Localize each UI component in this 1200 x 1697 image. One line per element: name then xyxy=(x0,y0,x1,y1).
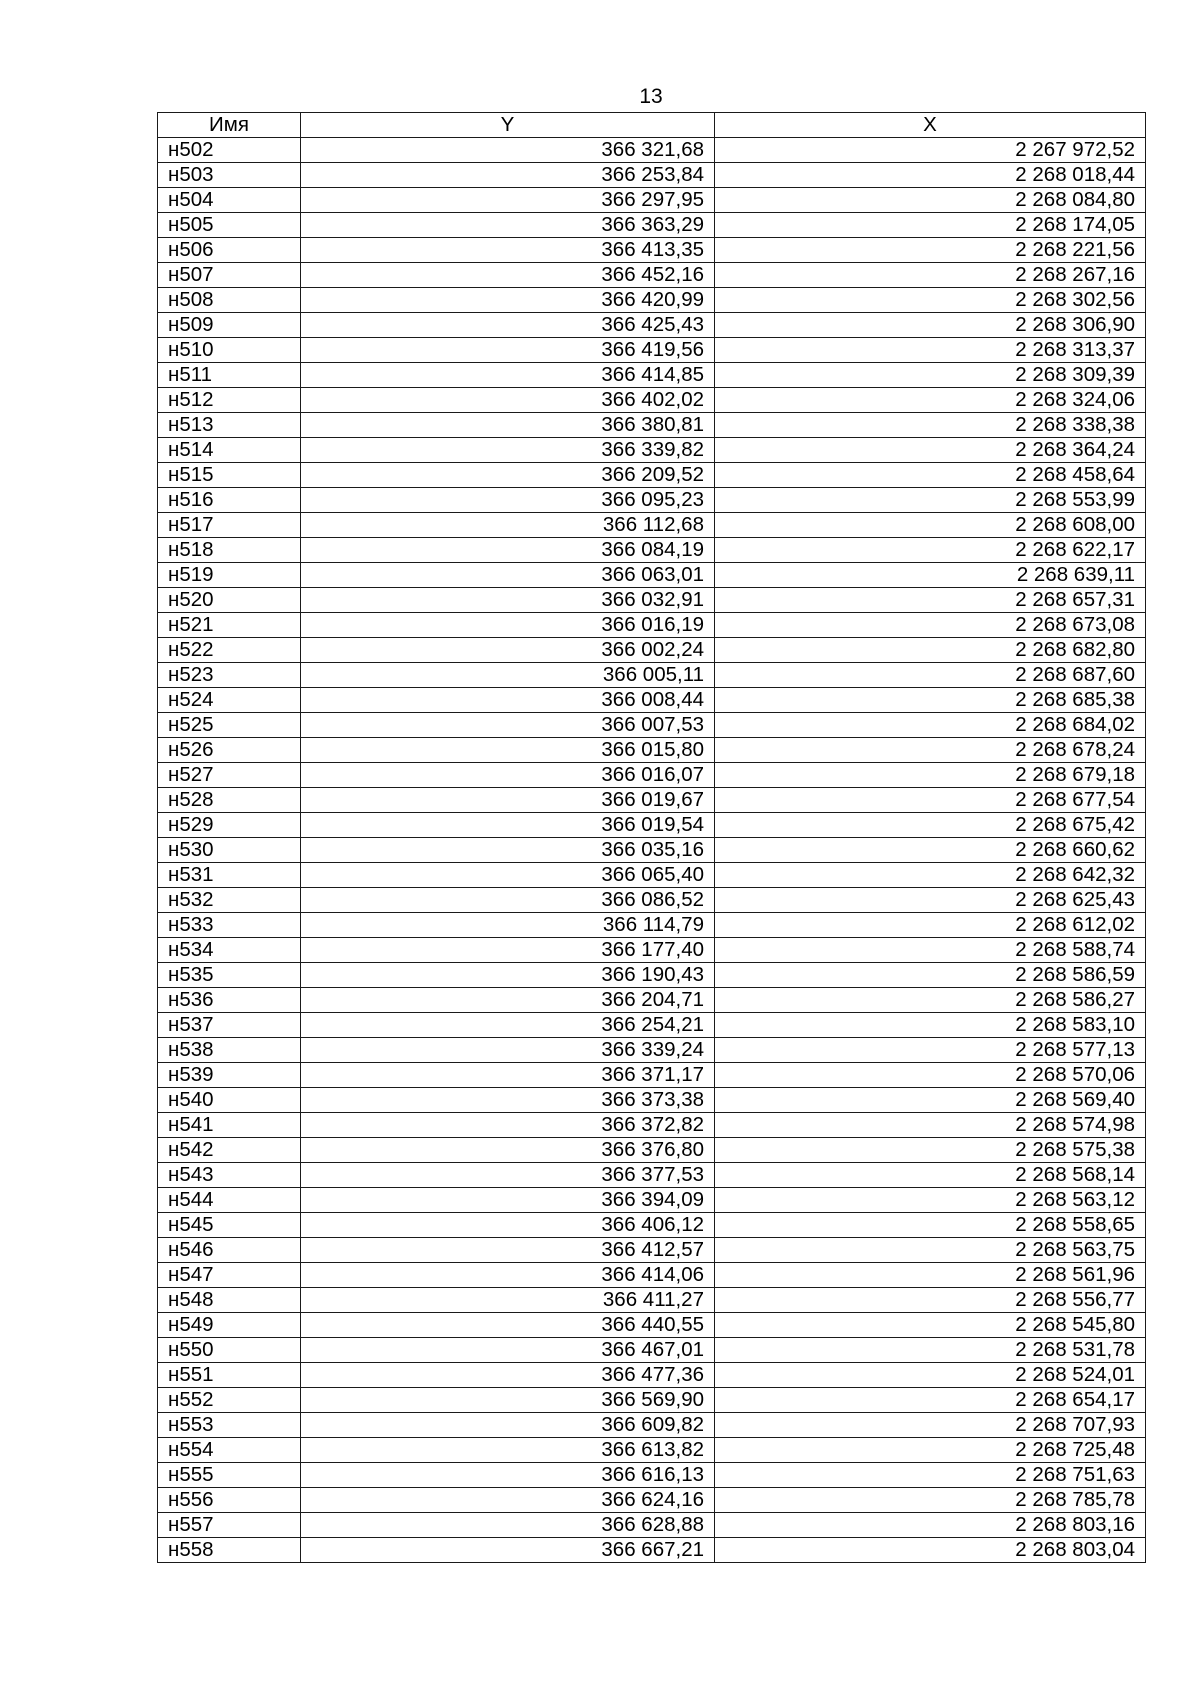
x-coordinate-cell: 2 268 586,27 xyxy=(715,988,1146,1013)
x-coordinate-cell: 2 268 682,80 xyxy=(715,638,1146,663)
point-name-cell: н549 xyxy=(158,1313,301,1338)
y-coordinate-cell: 366 007,53 xyxy=(301,713,715,738)
table-row xyxy=(158,513,1146,538)
table-row xyxy=(158,338,1146,363)
point-name-cell: н542 xyxy=(158,1138,301,1163)
table-header-row xyxy=(158,113,1146,138)
point-name-cell: н535 xyxy=(158,963,301,988)
point-name-cell: н524 xyxy=(158,688,301,713)
x-coordinate-cell: 2 268 324,06 xyxy=(715,388,1146,413)
x-coordinate-cell: 2 268 685,38 xyxy=(715,688,1146,713)
x-coordinate-cell: 2 268 545,80 xyxy=(715,1313,1146,1338)
y-coordinate-cell: 366 209,52 xyxy=(301,463,715,488)
x-coordinate-cell: 2 268 588,74 xyxy=(715,938,1146,963)
x-coordinate-cell: 2 268 563,75 xyxy=(715,1238,1146,1263)
table-row xyxy=(158,888,1146,913)
y-coordinate-cell: 366 063,01 xyxy=(301,563,715,588)
y-coordinate-cell: 366 411,27 xyxy=(301,1288,715,1313)
y-coordinate-cell: 366 406,12 xyxy=(301,1213,715,1238)
x-coordinate-cell: 2 268 267,16 xyxy=(715,263,1146,288)
table-row xyxy=(158,488,1146,513)
y-coordinate-cell: 366 569,90 xyxy=(301,1388,715,1413)
table-row xyxy=(158,588,1146,613)
point-name-cell: н523 xyxy=(158,663,301,688)
y-coordinate-cell: 366 019,67 xyxy=(301,788,715,813)
point-name-cell: н525 xyxy=(158,713,301,738)
x-coordinate-cell: 2 268 657,31 xyxy=(715,588,1146,613)
point-name-cell: н536 xyxy=(158,988,301,1013)
point-name-cell: н544 xyxy=(158,1188,301,1213)
header-x: X xyxy=(715,113,1146,138)
y-coordinate-cell: 366 394,09 xyxy=(301,1188,715,1213)
y-coordinate-cell: 366 376,80 xyxy=(301,1138,715,1163)
x-coordinate-cell: 2 268 338,38 xyxy=(715,413,1146,438)
point-name-cell: н555 xyxy=(158,1463,301,1488)
table-row xyxy=(158,138,1146,163)
y-coordinate-cell: 366 253,84 xyxy=(301,163,715,188)
x-coordinate-cell: 2 268 639,11 xyxy=(715,563,1146,588)
x-coordinate-cell: 2 268 084,80 xyxy=(715,188,1146,213)
x-coordinate-cell: 2 268 785,78 xyxy=(715,1488,1146,1513)
point-name-cell: н503 xyxy=(158,163,301,188)
y-coordinate-cell: 366 086,52 xyxy=(301,888,715,913)
table-row xyxy=(158,838,1146,863)
x-coordinate-cell: 2 268 687,60 xyxy=(715,663,1146,688)
table-row xyxy=(158,1438,1146,1463)
table-row xyxy=(158,1113,1146,1138)
x-coordinate-cell: 2 268 221,56 xyxy=(715,238,1146,263)
table-row xyxy=(158,713,1146,738)
y-coordinate-cell: 366 414,85 xyxy=(301,363,715,388)
point-name-cell: н504 xyxy=(158,188,301,213)
x-coordinate-cell: 2 268 574,98 xyxy=(715,1113,1146,1138)
table-row xyxy=(158,1163,1146,1188)
x-coordinate-cell: 2 268 677,54 xyxy=(715,788,1146,813)
y-coordinate-cell: 366 321,68 xyxy=(301,138,715,163)
y-coordinate-cell: 366 002,24 xyxy=(301,638,715,663)
x-coordinate-cell: 2 268 586,59 xyxy=(715,963,1146,988)
table-row xyxy=(158,738,1146,763)
x-coordinate-cell: 2 268 684,02 xyxy=(715,713,1146,738)
point-name-cell: н522 xyxy=(158,638,301,663)
table-row xyxy=(158,1288,1146,1313)
y-coordinate-cell: 366 112,68 xyxy=(301,513,715,538)
y-coordinate-cell: 366 377,53 xyxy=(301,1163,715,1188)
x-coordinate-cell: 2 268 751,63 xyxy=(715,1463,1146,1488)
point-name-cell: н511 xyxy=(158,363,301,388)
table-row xyxy=(158,538,1146,563)
x-coordinate-cell: 2 268 556,77 xyxy=(715,1288,1146,1313)
table-row xyxy=(158,1088,1146,1113)
header-name: Имя xyxy=(158,113,301,138)
y-coordinate-cell: 366 339,24 xyxy=(301,1038,715,1063)
point-name-cell: н534 xyxy=(158,938,301,963)
table-row xyxy=(158,438,1146,463)
point-name-cell: н553 xyxy=(158,1413,301,1438)
x-coordinate-cell: 2 268 803,04 xyxy=(715,1538,1146,1563)
table-row xyxy=(158,1413,1146,1438)
point-name-cell: н520 xyxy=(158,588,301,613)
x-coordinate-cell: 2 268 553,99 xyxy=(715,488,1146,513)
table-row xyxy=(158,363,1146,388)
table-row xyxy=(158,1338,1146,1363)
y-coordinate-cell: 366 667,21 xyxy=(301,1538,715,1563)
y-coordinate-cell: 366 616,13 xyxy=(301,1463,715,1488)
point-name-cell: н518 xyxy=(158,538,301,563)
point-name-cell: н538 xyxy=(158,1038,301,1063)
point-name-cell: н506 xyxy=(158,238,301,263)
point-name-cell: н519 xyxy=(158,563,301,588)
x-coordinate-cell: 2 268 563,12 xyxy=(715,1188,1146,1213)
x-coordinate-cell: 2 268 524,01 xyxy=(715,1363,1146,1388)
point-name-cell: н531 xyxy=(158,863,301,888)
point-name-cell: н516 xyxy=(158,488,301,513)
y-coordinate-cell: 366 019,54 xyxy=(301,813,715,838)
point-name-cell: н554 xyxy=(158,1438,301,1463)
y-coordinate-cell: 366 016,07 xyxy=(301,763,715,788)
x-coordinate-cell: 2 268 673,08 xyxy=(715,613,1146,638)
x-coordinate-cell: 2 267 972,52 xyxy=(715,138,1146,163)
y-coordinate-cell: 366 373,38 xyxy=(301,1088,715,1113)
table-row xyxy=(158,1488,1146,1513)
y-coordinate-cell: 366 095,23 xyxy=(301,488,715,513)
point-name-cell: н514 xyxy=(158,438,301,463)
y-coordinate-cell: 366 114,79 xyxy=(301,913,715,938)
x-coordinate-cell: 2 268 675,42 xyxy=(715,813,1146,838)
point-name-cell: н541 xyxy=(158,1113,301,1138)
x-coordinate-cell: 2 268 575,38 xyxy=(715,1138,1146,1163)
point-name-cell: н551 xyxy=(158,1363,301,1388)
table-row xyxy=(158,413,1146,438)
point-name-cell: н526 xyxy=(158,738,301,763)
y-coordinate-cell: 366 452,16 xyxy=(301,263,715,288)
point-name-cell: н517 xyxy=(158,513,301,538)
table-row xyxy=(158,463,1146,488)
table-row xyxy=(158,788,1146,813)
table-row xyxy=(158,213,1146,238)
y-coordinate-cell: 366 065,40 xyxy=(301,863,715,888)
point-name-cell: н502 xyxy=(158,138,301,163)
x-coordinate-cell: 2 268 458,64 xyxy=(715,463,1146,488)
y-coordinate-cell: 366 372,82 xyxy=(301,1113,715,1138)
point-name-cell: н533 xyxy=(158,913,301,938)
point-name-cell: н547 xyxy=(158,1263,301,1288)
point-name-cell: н515 xyxy=(158,463,301,488)
x-coordinate-cell: 2 268 018,44 xyxy=(715,163,1146,188)
x-coordinate-cell: 2 268 309,39 xyxy=(715,363,1146,388)
y-coordinate-cell: 366 371,17 xyxy=(301,1063,715,1088)
table-row xyxy=(158,638,1146,663)
x-coordinate-cell: 2 268 302,56 xyxy=(715,288,1146,313)
y-coordinate-cell: 366 015,80 xyxy=(301,738,715,763)
x-coordinate-cell: 2 268 725,48 xyxy=(715,1438,1146,1463)
coordinates-table xyxy=(157,112,1146,1563)
y-coordinate-cell: 366 420,99 xyxy=(301,288,715,313)
y-coordinate-cell: 366 628,88 xyxy=(301,1513,715,1538)
point-name-cell: н558 xyxy=(158,1538,301,1563)
x-coordinate-cell: 2 268 642,32 xyxy=(715,863,1146,888)
table-row xyxy=(158,313,1146,338)
table-row xyxy=(158,1363,1146,1388)
y-coordinate-cell: 366 419,56 xyxy=(301,338,715,363)
y-coordinate-cell: 366 412,57 xyxy=(301,1238,715,1263)
x-coordinate-cell: 2 268 679,18 xyxy=(715,763,1146,788)
table-row xyxy=(158,913,1146,938)
point-name-cell: н556 xyxy=(158,1488,301,1513)
x-coordinate-cell: 2 268 625,43 xyxy=(715,888,1146,913)
table-row xyxy=(158,238,1146,263)
header-y: Y xyxy=(301,113,715,138)
point-name-cell: н513 xyxy=(158,413,301,438)
x-coordinate-cell: 2 268 531,78 xyxy=(715,1338,1146,1363)
point-name-cell: н510 xyxy=(158,338,301,363)
table-row xyxy=(158,1138,1146,1163)
table-row xyxy=(158,688,1146,713)
point-name-cell: н545 xyxy=(158,1213,301,1238)
x-coordinate-cell: 2 268 568,14 xyxy=(715,1163,1146,1188)
table-row xyxy=(158,1538,1146,1563)
table-row xyxy=(158,813,1146,838)
x-coordinate-cell: 2 268 678,24 xyxy=(715,738,1146,763)
y-coordinate-cell: 366 254,21 xyxy=(301,1013,715,1038)
x-coordinate-cell: 2 268 583,10 xyxy=(715,1013,1146,1038)
point-name-cell: н552 xyxy=(158,1388,301,1413)
table-row xyxy=(158,613,1146,638)
table-row xyxy=(158,938,1146,963)
x-coordinate-cell: 2 268 313,37 xyxy=(715,338,1146,363)
y-coordinate-cell: 366 609,82 xyxy=(301,1413,715,1438)
point-name-cell: н530 xyxy=(158,838,301,863)
table-row xyxy=(158,563,1146,588)
y-coordinate-cell: 366 339,82 xyxy=(301,438,715,463)
table-row xyxy=(158,1313,1146,1338)
x-coordinate-cell: 2 268 803,16 xyxy=(715,1513,1146,1538)
y-coordinate-cell: 366 624,16 xyxy=(301,1488,715,1513)
point-name-cell: н509 xyxy=(158,313,301,338)
point-name-cell: н557 xyxy=(158,1513,301,1538)
table-row xyxy=(158,963,1146,988)
x-coordinate-cell: 2 268 660,62 xyxy=(715,838,1146,863)
table-row xyxy=(158,1388,1146,1413)
point-name-cell: н507 xyxy=(158,263,301,288)
x-coordinate-cell: 2 268 622,17 xyxy=(715,538,1146,563)
table-row xyxy=(158,763,1146,788)
y-coordinate-cell: 366 363,29 xyxy=(301,213,715,238)
y-coordinate-cell: 366 190,43 xyxy=(301,963,715,988)
x-coordinate-cell: 2 268 612,02 xyxy=(715,913,1146,938)
x-coordinate-cell: 2 268 608,00 xyxy=(715,513,1146,538)
table-row xyxy=(158,1213,1146,1238)
y-coordinate-cell: 366 008,44 xyxy=(301,688,715,713)
y-coordinate-cell: 366 204,71 xyxy=(301,988,715,1013)
x-coordinate-cell: 2 268 577,13 xyxy=(715,1038,1146,1063)
table-row xyxy=(158,1513,1146,1538)
table-row xyxy=(158,1013,1146,1038)
x-coordinate-cell: 2 268 306,90 xyxy=(715,313,1146,338)
point-name-cell: н508 xyxy=(158,288,301,313)
point-name-cell: н512 xyxy=(158,388,301,413)
point-name-cell: н546 xyxy=(158,1238,301,1263)
x-coordinate-cell: 2 268 570,06 xyxy=(715,1063,1146,1088)
table-body xyxy=(158,138,1146,1563)
y-coordinate-cell: 366 035,16 xyxy=(301,838,715,863)
table-row xyxy=(158,263,1146,288)
y-coordinate-cell: 366 414,06 xyxy=(301,1263,715,1288)
y-coordinate-cell: 366 177,40 xyxy=(301,938,715,963)
table-row xyxy=(158,163,1146,188)
table-row xyxy=(158,1063,1146,1088)
table-row xyxy=(158,863,1146,888)
table-row xyxy=(158,188,1146,213)
y-coordinate-cell: 366 032,91 xyxy=(301,588,715,613)
table-row xyxy=(158,1238,1146,1263)
table-row xyxy=(158,1263,1146,1288)
table-row xyxy=(158,1463,1146,1488)
y-coordinate-cell: 366 016,19 xyxy=(301,613,715,638)
y-coordinate-cell: 366 467,01 xyxy=(301,1338,715,1363)
y-coordinate-cell: 366 440,55 xyxy=(301,1313,715,1338)
point-name-cell: н532 xyxy=(158,888,301,913)
point-name-cell: н529 xyxy=(158,813,301,838)
y-coordinate-cell: 366 425,43 xyxy=(301,313,715,338)
y-coordinate-cell: 366 297,95 xyxy=(301,188,715,213)
x-coordinate-cell: 2 268 174,05 xyxy=(715,213,1146,238)
x-coordinate-cell: 2 268 707,93 xyxy=(715,1413,1146,1438)
point-name-cell: н537 xyxy=(158,1013,301,1038)
point-name-cell: н540 xyxy=(158,1088,301,1113)
y-coordinate-cell: 366 084,19 xyxy=(301,538,715,563)
y-coordinate-cell: 366 477,36 xyxy=(301,1363,715,1388)
table-row xyxy=(158,663,1146,688)
x-coordinate-cell: 2 268 569,40 xyxy=(715,1088,1146,1113)
x-coordinate-cell: 2 268 561,96 xyxy=(715,1263,1146,1288)
point-name-cell: н521 xyxy=(158,613,301,638)
table-row xyxy=(158,388,1146,413)
point-name-cell: н527 xyxy=(158,763,301,788)
x-coordinate-cell: 2 268 364,24 xyxy=(715,438,1146,463)
point-name-cell: н548 xyxy=(158,1288,301,1313)
y-coordinate-cell: 366 380,81 xyxy=(301,413,715,438)
point-name-cell: н550 xyxy=(158,1338,301,1363)
table-row xyxy=(158,288,1146,313)
table-row xyxy=(158,988,1146,1013)
y-coordinate-cell: 366 402,02 xyxy=(301,388,715,413)
y-coordinate-cell: 366 005,11 xyxy=(301,663,715,688)
x-coordinate-cell: 2 268 654,17 xyxy=(715,1388,1146,1413)
y-coordinate-cell: 366 613,82 xyxy=(301,1438,715,1463)
point-name-cell: н539 xyxy=(158,1063,301,1088)
table-row xyxy=(158,1188,1146,1213)
table-row xyxy=(158,1038,1146,1063)
point-name-cell: н505 xyxy=(158,213,301,238)
x-coordinate-cell: 2 268 558,65 xyxy=(715,1213,1146,1238)
point-name-cell: н543 xyxy=(158,1163,301,1188)
page-number: 13 xyxy=(639,85,663,108)
point-name-cell: н528 xyxy=(158,788,301,813)
y-coordinate-cell: 366 413,35 xyxy=(301,238,715,263)
